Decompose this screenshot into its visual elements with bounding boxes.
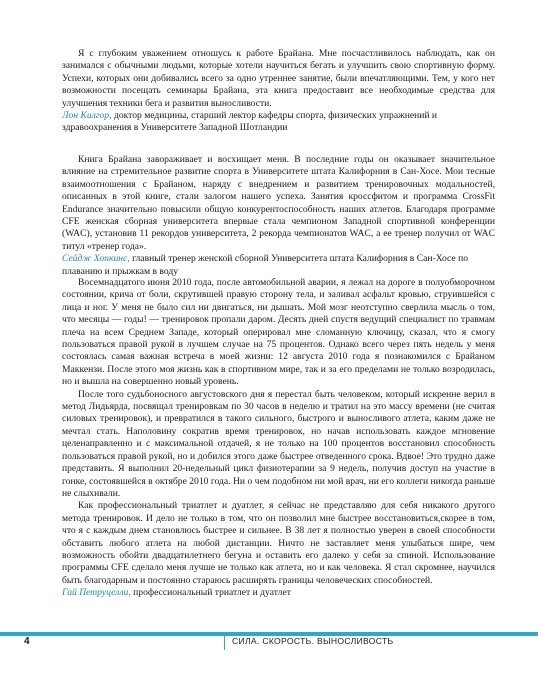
testimonial-attribution <box>62 253 495 278</box>
footer-divider <box>224 632 225 650</box>
page-footer <box>0 632 538 648</box>
testimonial-attribution <box>62 587 495 599</box>
author-description: главный тренер женской сборной Университета штата Калифорния в Сан-Хосе по плаванию и прыжкам в воду <box>62 253 469 277</box>
author-description: профессиональный триатлет и дуатлет <box>130 587 291 599</box>
testimonial-paragraph: Восемнадцатого июня 2010 года, после автомобильной аварии, я лежал на дороге в полуобморочном состоянии, крича от боли, скрутившей правую сторону тела, и заливал асфальт кровью, струившейся с лица и ног. У меня не было сил ни двигаться, ни дышать. Мой мозг неотступно сверлила мысль о том, что месяцы — годы! — тренировок пропали даром. Десять дней спустя ведущий специалист по травмам плеча на всем Среднем Западе, который оперировал мне сломанную ключицу, сказал, что я смогу пользоваться правой рукой в лучшем случае на 75 процентов. Однако всего через пять недель у меня состоялась самая важная встреча в моей жизни: 12 августа 2010 года я познакомился с Брайаном Маккензи. После этого моя жизнь как в спортивном мире, так и за его пределами не только возродилась, но и вышла на совершенно новый уровень. <box>62 277 495 388</box>
running-title: СИЛА. СКОРОСТЬ. ВЫНОСЛИВОСТЬ <box>232 636 394 646</box>
testimonial-paragraph: Книга Брайана завораживает и восхищает меня. В последние годы он оказывает значительное влияние на стремительное развитие спорта в Университете штата Калифорния в Сан-Хосе. Мои тесные взаимоотношения с Брайаном, наряду с внедрением и развитием тренировочных модальностей, описанных в этой книге, стали залогом нашего успеха. Занятия кроссфитом и программа CrossFit Endurance значительно повысили общую конкурентоспособность наших атлетов. Благодаря программе CFE женская сборная университета впервые стала чемпионом Западной спортивной конференции (WAC), установив 11 рекордов университета, 2 рекорда чемпионатов WAC, а ее тренер получил от WAC титул «тренер года». <box>62 154 495 252</box>
author-description: доктор медицины, старший лектор кафедры спорта, физических упражнений и здравоохранения в Университете Западной Шотландии <box>62 110 438 134</box>
testimonial-hopkins <box>62 154 495 278</box>
testimonial-paragraph: После того судьбоносного августовского дня я перестал быть человеком, который искренне верил в метод Лидьярда, посвящал тренировкам по 30 часов в неделю и тратил на это массу времени (не считая силовых тренировок), и превратился в такого сильного, быстрого и выносливого атлета, каким даже не мечтал стать. Наполовину сократив время тренировок, но начав использовать каждое мгновение целенаправленно и с максимальной отдачей, я не только на 100 процентов восстановил способность пользоваться правой рукой, но и добился этого даже быстрее отведенного срока. Вдвое! Это трудно даже представить. Я выполнил 20-недельный цикл физиотерапии за 9 недель, получив доступ на участие в гонке, состоявшейся в октябре 2010 года. Ни о чем подобном ни мой врач, ни его коллеги никогда раньше не слыхивали. <box>62 388 495 499</box>
testimonial-petrucelli <box>62 277 495 600</box>
author-name: Сейдж Хопкинс, <box>62 253 130 265</box>
testimonial-attribution <box>62 110 495 135</box>
page-number: 4 <box>24 636 30 647</box>
testimonial-paragraph: Я с глубоким уважением отношусь к работе Брайана. Мне посчастливилось наблюдать, как он занимался с обычными людьми, которые хотели научиться бегать и улучшить свою спортивную форму. Успехи, которых они добивались всего за одно утреннее занятие, были впечатляющими. Тем, у кого нет возможности посещать семинары Брайана, эта книга предоставит все необходимые средства для улучшения техники бега и развития выносливости. <box>62 48 495 109</box>
testimonial-paragraph: Как профессиональный триатлет и дуатлет, я сейчас не представляю для себя никакого другого метода тренировок. И дело не только в том, что он позволил мне быстрее восстановиться,скорее в том, что я с каждым днем становлюсь быстрее и сильнее. В 38 лет я полностью уверен в своей способности обставить любого атлета на любой дистанции. Ничто не заставляет меня улыбаться шире, чем возможность обойти двадцатилетнего бегуна и оставить его далеко у себя за спиной. Использование программы CFE сделало меня лучше не только как атлета, но и как человека. Я стал скромнее, научился быть благодарным и постоянно стараюсь расширять границы человеческих способностей. <box>62 500 495 586</box>
testimonial-kilgore <box>62 48 495 135</box>
author-name: Гай Петруцелли, <box>62 587 131 599</box>
author-name: Лон Килгор, <box>62 110 112 122</box>
